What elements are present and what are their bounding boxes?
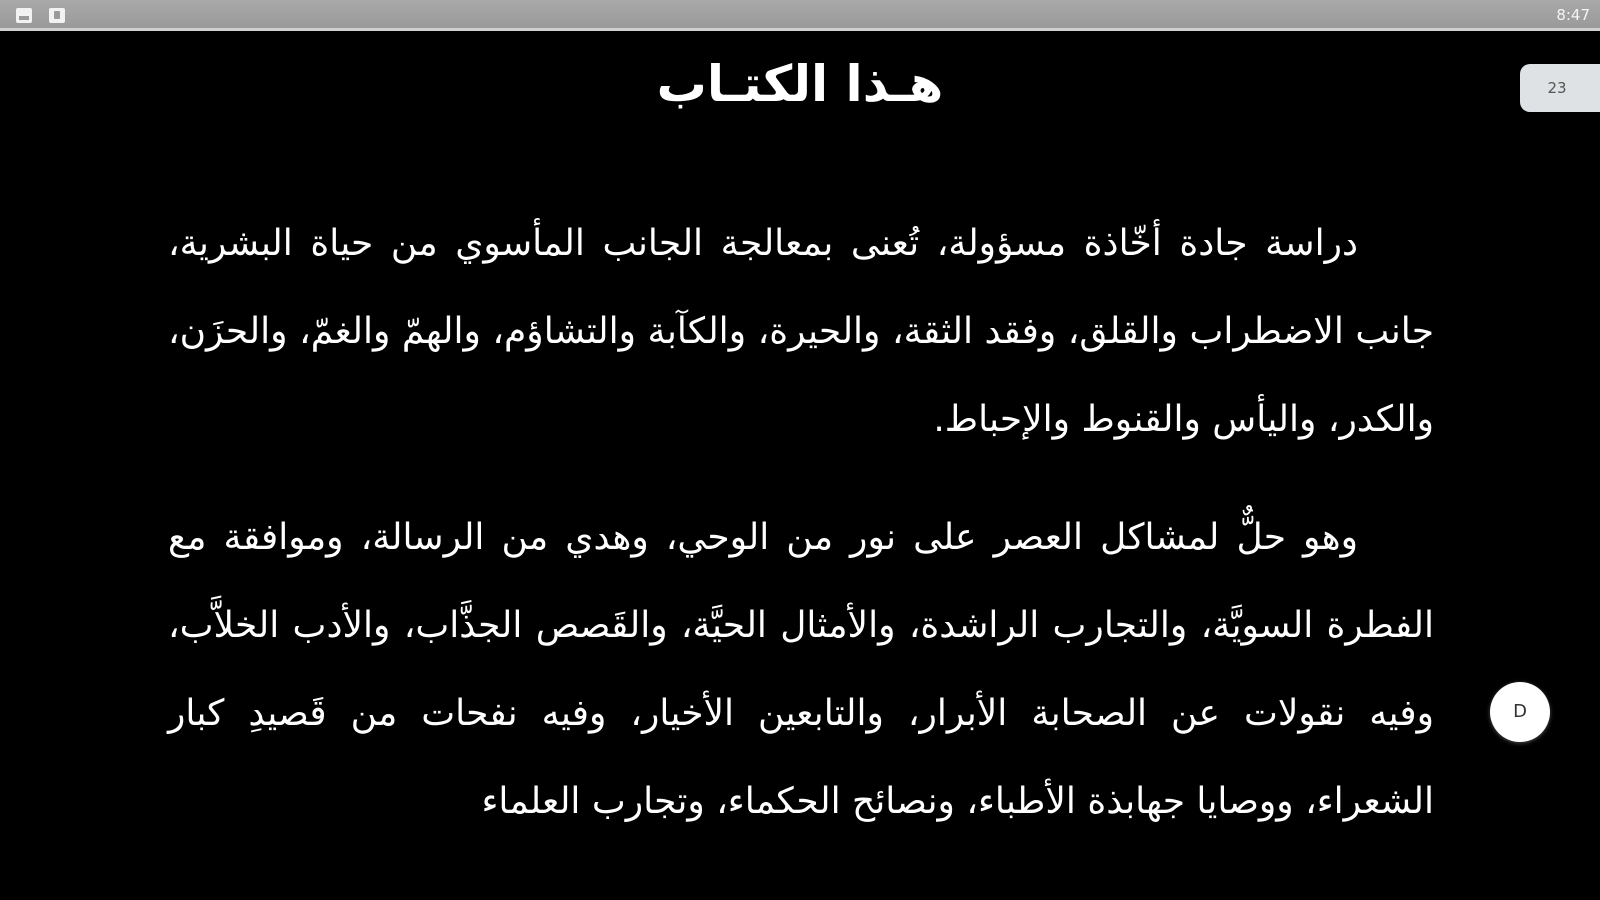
page-number-badge[interactable]: 23 (1520, 64, 1600, 112)
paragraph-1: دراسة جادة أخّاذة مسؤولة، تُعنى بمعالجة الجانب المأسوي من حياة البشرية، جانب الاضطراب والقلق، وفقد الثقة، والحيرة، والكآبة والتشاؤم، والهمّ والغمّ، والحزَن، والكدر، واليأس والقنوط والإحباط. (168, 223, 1434, 440)
download-icon (49, 8, 65, 23)
status-bar (0, 0, 1600, 31)
paragraph-2: وهو حلٌّ لمشاكل العصر على نور من الوحي، وهدي من الرسالة، وموافقة مع الفطرة السويَّة، والتجارب الراشدة، والأمثال الحيَّة، والقَصص الجذَّاب، والأدب الخلاَّب، وفيه نقولات عن الصحابة الأبرار، والتابعين الأخيار، وفيه نفحات من قَصيدِ كبار الشعراء، ووصايا جهابذة الأطباء، ونصائح الحكماء، وتجارب العلماء (168, 517, 1434, 822)
status-time: 8:47 (1556, 6, 1590, 24)
floating-action-button[interactable]: D (1490, 682, 1550, 742)
image-icon (16, 8, 32, 23)
page-title: هـذا الكتـاب (656, 55, 944, 113)
reader-page[interactable] (0, 34, 1600, 900)
